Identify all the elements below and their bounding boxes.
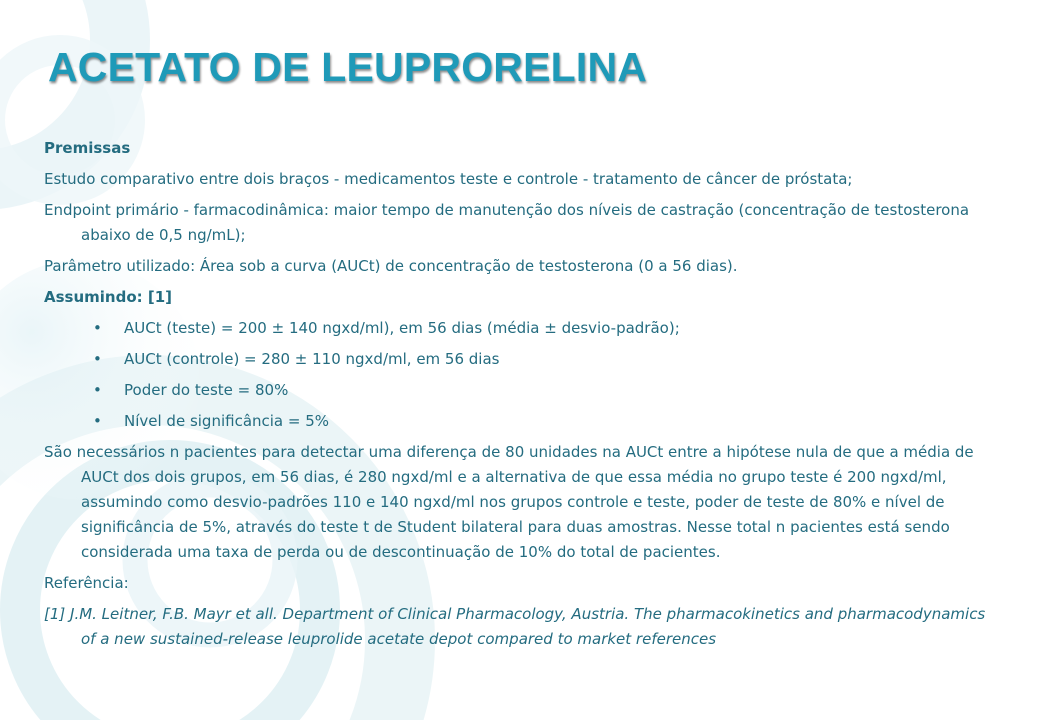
sample-size-conclusion: São necessários n pacientes para detectar uma diferença de 80 unidades na AUCt entre a hipótese nula de que a média de AUCt dos dois grupos, em 56 dias, é 280 ngxd/ml e a alternativa de que essa média no grupo teste é 200 ngxd/ml, assumindo como desvio-padrões 110 e 140 ngxd/ml nos grupos controle e teste, poder de teste de 80% e nível de significância de 5%, através do teste t de Student bilateral para duas amostras. Nesse total n pacientes está sendo considerada uma taxa de perda ou de descontinuação de 10% do total de pacientes.	[44, 443, 974, 561]
list-item	[44, 378, 1004, 403]
list-item	[44, 409, 1004, 434]
reference-citation: [1] J.M. Leitner, F.B. Mayr et all. Department of Clinical Pharmacology, Austria. The pharmacokinetics and pharmacodynamics of a new sustained-release leuprolide acetate depot compared to market references	[44, 605, 986, 648]
bullet-icon: •	[93, 381, 102, 399]
list-item	[44, 347, 1004, 372]
assumptions-list	[44, 316, 1004, 434]
list-item	[44, 316, 1004, 341]
premise-parameter: Parâmetro utilizado: Área sob a curva (AUCt) de concentração de testosterona (0 a 56 dias).	[44, 257, 738, 275]
assumption-significance: Nível de significância = 5%	[124, 412, 330, 430]
bullet-icon: •	[93, 319, 102, 337]
referencia-label: Referência:	[44, 574, 129, 592]
bullet-icon: •	[93, 350, 102, 368]
premise-primary-endpoint: Endpoint primário - farmacodinâmica: maior tempo de manutenção dos níveis de castração (concentração de testosterona abaixo de 0,5 ng/mL);	[44, 201, 970, 244]
assumption-power: Poder do teste = 80%	[124, 381, 289, 399]
bullet-icon: •	[93, 412, 102, 430]
assumption-auct-teste: AUCt (teste) = 200 ± 140 ngxd/ml), em 56 dias (média ± desvio-padrão);	[124, 319, 680, 337]
page-title: ACETATO DE LEUPRORELINA	[48, 44, 648, 90]
assumindo-heading: Assumindo: [1]	[44, 288, 173, 306]
assumption-auct-controle: AUCt (controle) = 280 ± 110 ngxd/ml, em 56 dias	[124, 350, 500, 368]
premise-study-design: Estudo comparativo entre dois braços - medicamentos teste e controle - tratamento de câncer de próstata;	[44, 170, 853, 188]
premissas-heading: Premissas	[44, 139, 131, 157]
slide-body	[44, 136, 1004, 658]
